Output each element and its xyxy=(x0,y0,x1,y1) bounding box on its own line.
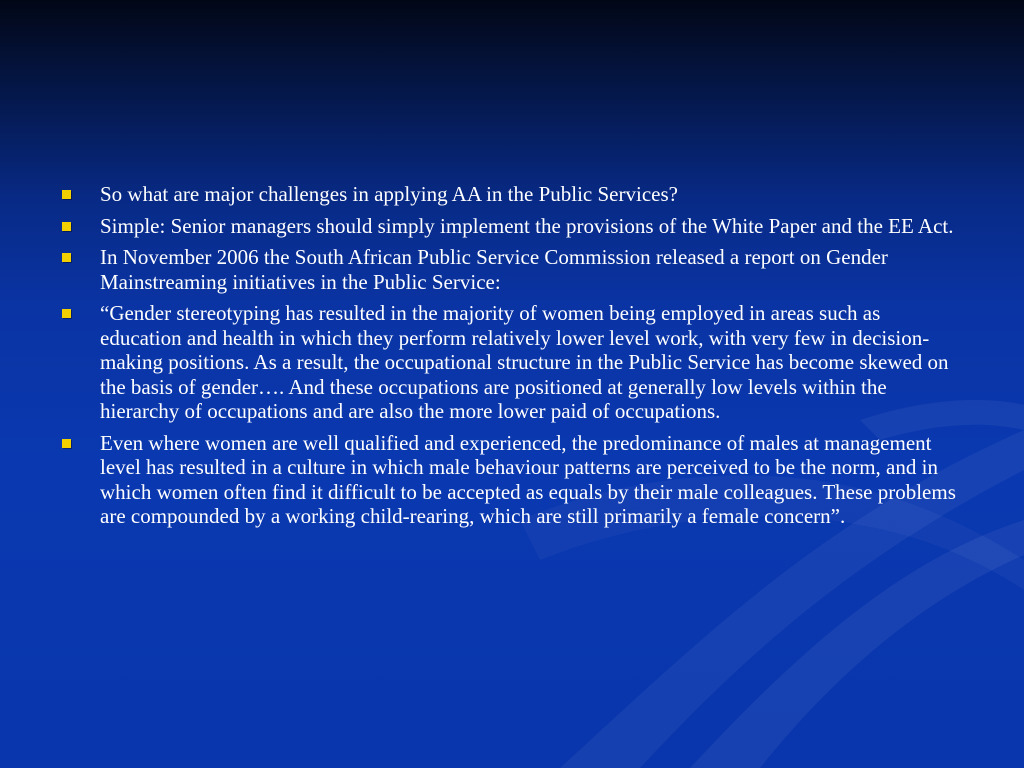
bullet-content xyxy=(62,182,962,536)
bullet-text: Even where women are well qualified and experienced, the predominance of males at management level has resulted in a culture in which male behaviour patterns are perceived to be the norm, and in which women often find it difficult to be accepted as equals by their male colleagues. These problems are compounded by a working child-rearing, which are still primarily a female concern”. xyxy=(100,430,956,528)
square-bullet-icon xyxy=(62,439,71,448)
bullet-list xyxy=(62,182,962,529)
bullet-item-5 xyxy=(62,431,962,529)
square-bullet-icon xyxy=(62,253,71,262)
bullet-item-4 xyxy=(62,301,962,424)
square-bullet-icon xyxy=(62,222,71,231)
bullet-text: So what are major challenges in applying AA in the Public Services? xyxy=(100,182,678,206)
bullet-item-2 xyxy=(62,214,962,239)
square-bullet-icon xyxy=(62,309,71,318)
bullet-item-1 xyxy=(62,182,962,207)
bullet-text: “Gender stereotyping has resulted in the majority of women being employed in areas such as education and health in which they perform relatively lower level work, with very few in decision-making positions. As a result, the occupational structure in the Public Service has become skewed on the basis of gender…. And these occupations are positioned at generally low levels within the hierarchy of occupations and are also the more lower paid of occupations. xyxy=(100,301,949,423)
bullet-item-3 xyxy=(62,245,962,294)
square-bullet-icon xyxy=(62,190,71,199)
bullet-text: Simple: Senior managers should simply implement the provisions of the White Paper and the EE Act. xyxy=(100,213,954,238)
bullet-text: In November 2006 the South African Public Service Commission released a report on Gender Mainstreaming initiatives in the Public Service: xyxy=(100,245,888,294)
